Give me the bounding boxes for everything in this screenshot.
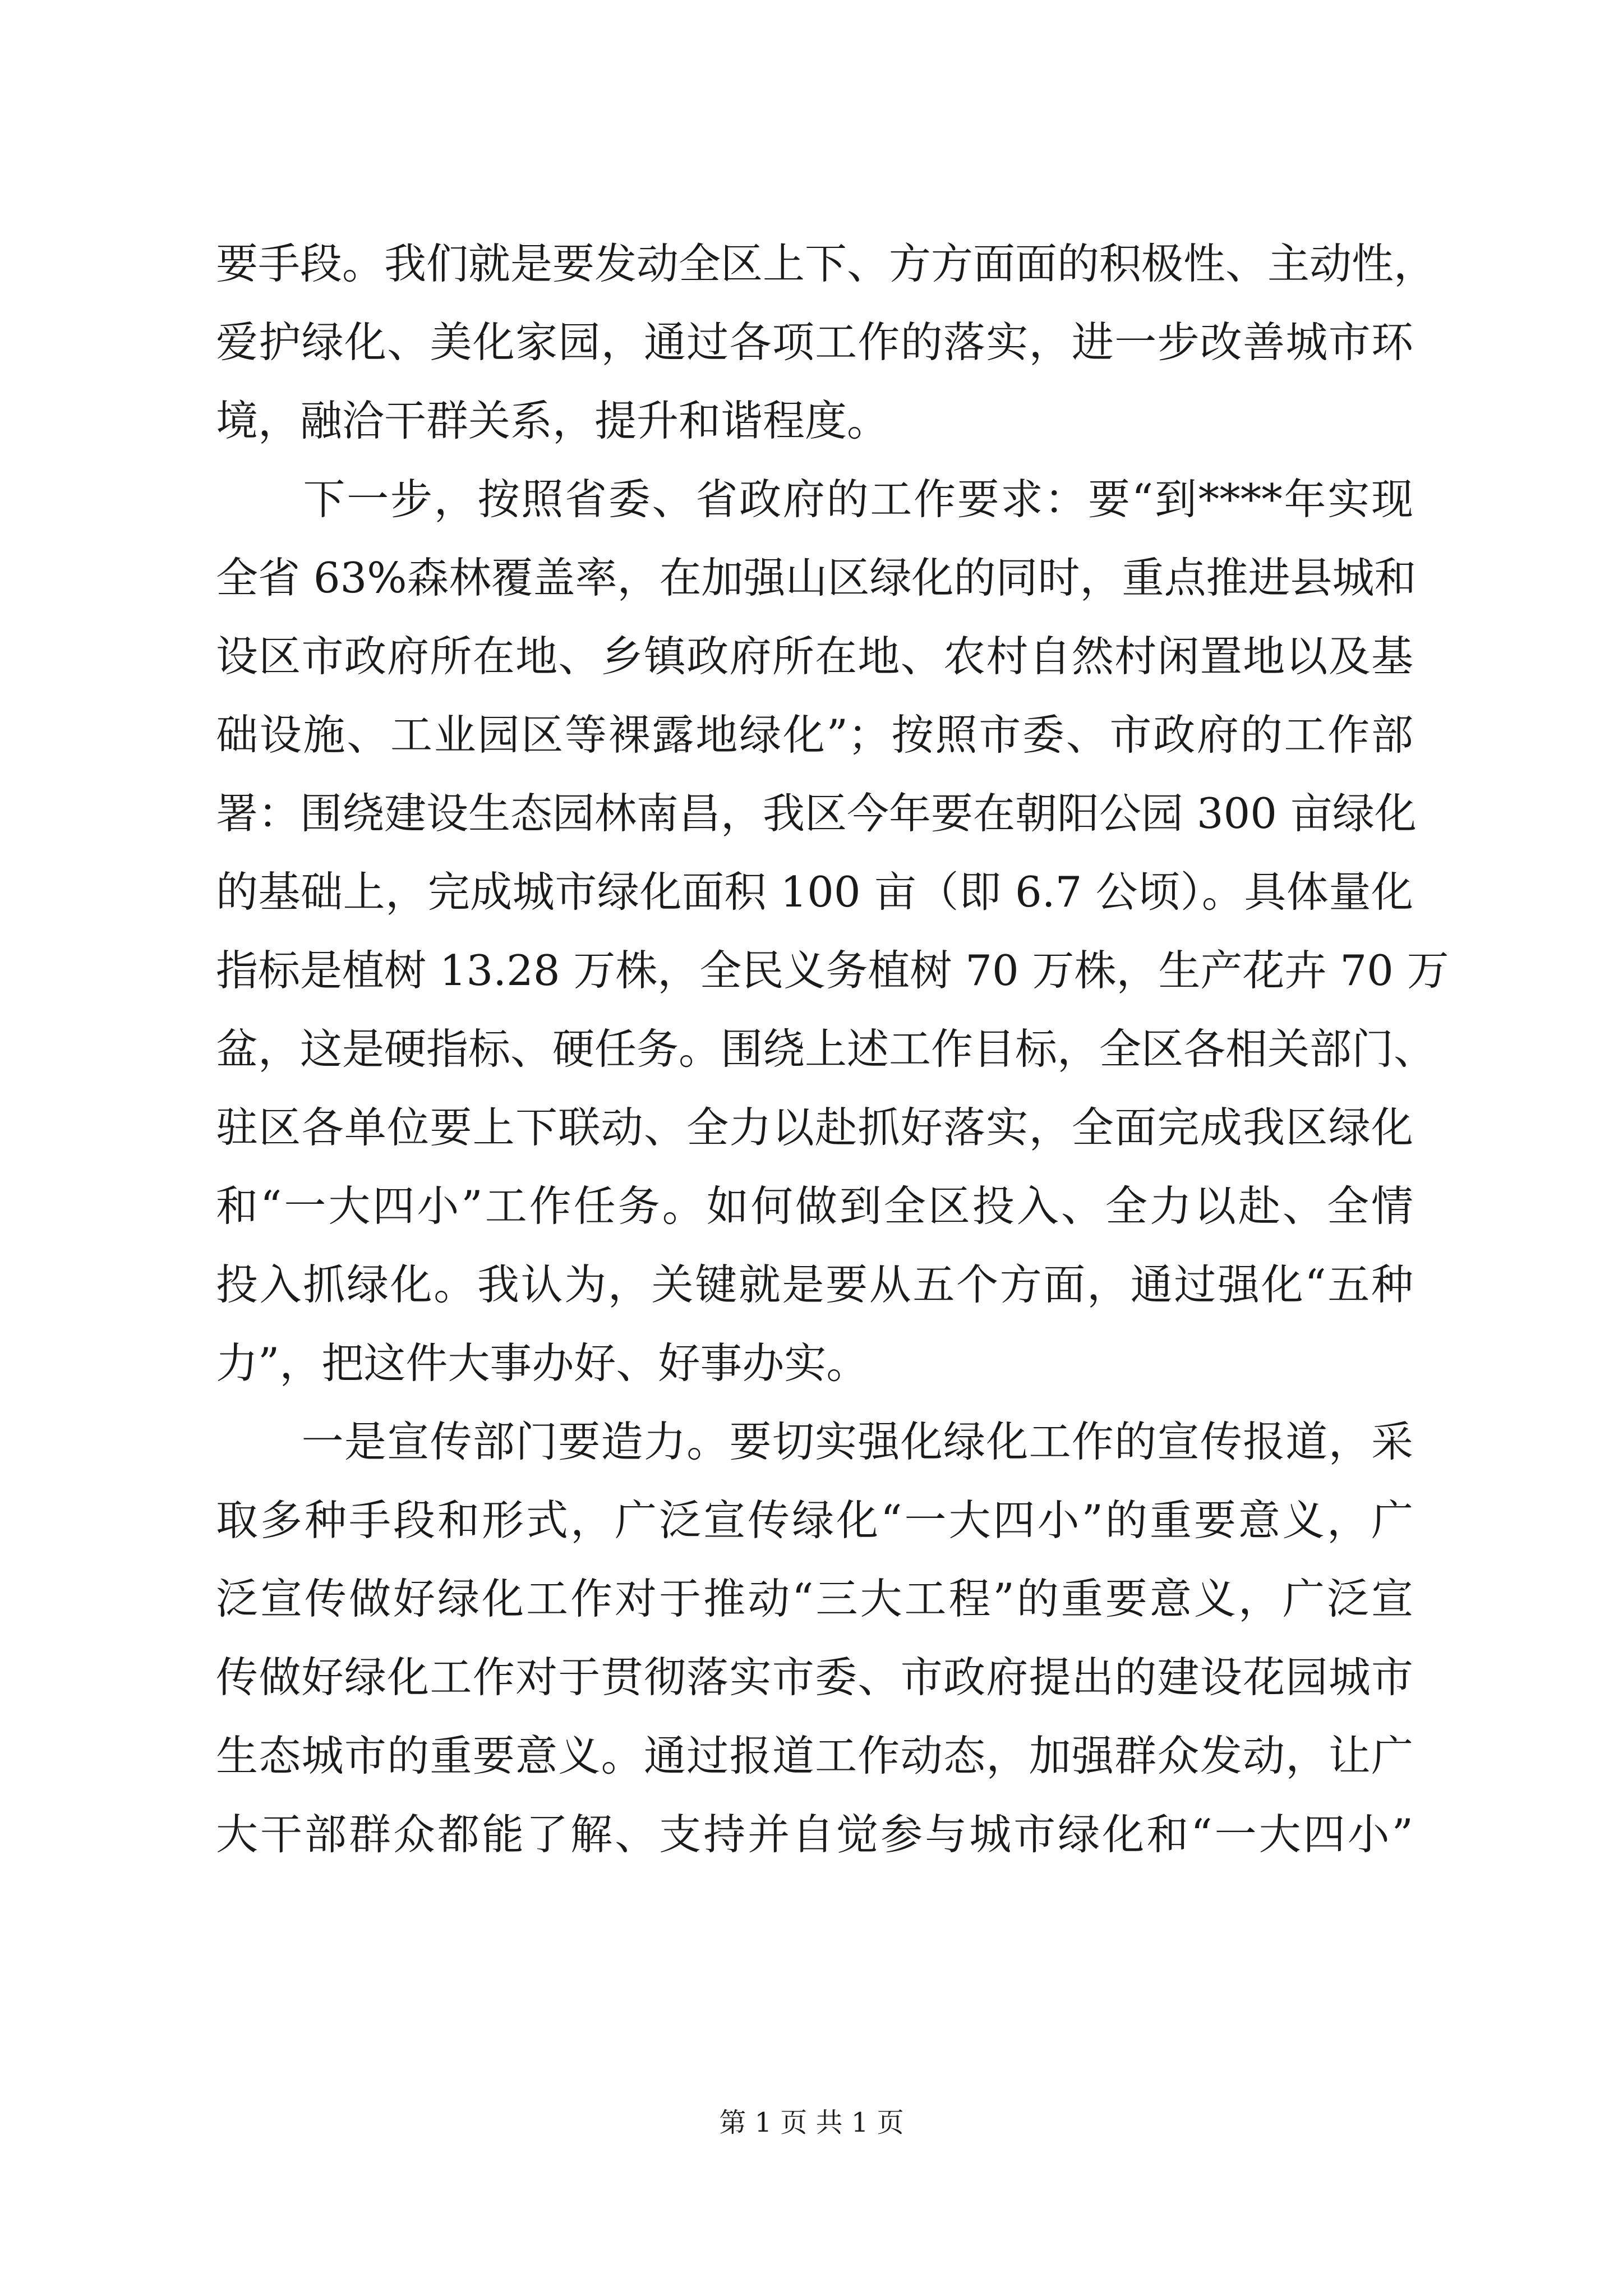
- text-line: 指标是植树 13.28 万株，全民义务植树 70 万株，生产花卉 70 万: [216, 946, 1449, 995]
- text-line: 境，融洽干群关系，提升和谐程度。: [216, 396, 889, 445]
- text-line: 泛宣传做好绿化工作对于推动“三大工程”的重要意义，广泛宣: [216, 1574, 1413, 1623]
- text-line: 下一步，按照省委、省政府的工作要求：要“到****年实现: [216, 475, 1413, 524]
- page-footer: [0, 2101, 1623, 2139]
- text-line: 爱护绿化、美化家园，通过各项工作的落实，进一步改善城市环: [216, 318, 1413, 367]
- text-line: 盆，这是硬指标、硬任务。围绕上述工作目标，全区各相关部门、: [216, 1024, 1436, 1074]
- body-text: [216, 224, 1449, 1874]
- text-line: 力”，把这件大事办好、好事办实。: [216, 1338, 869, 1388]
- text-line: 生态城市的重要意义。通过报道工作动态，加强群众发动，让广: [216, 1731, 1413, 1780]
- text-line: 传做好绿化工作对于贯彻落实市委、市政府提出的建设花园城市: [216, 1653, 1413, 1702]
- text-line: 全省 63%森林覆盖率，在加强山区绿化的同时，重点推进县城和: [216, 553, 1417, 602]
- text-line: 驻区各单位要上下联动、全力以赴抓好落实，全面完成我区绿化: [216, 1103, 1413, 1152]
- text-line: 投入抓绿化。我认为，关键就是要从五个方面，通过强化“五种: [216, 1260, 1413, 1309]
- text-line: 取多种手段和形式，广泛宣传绿化“一大四小”的重要意义，广: [216, 1496, 1413, 1545]
- text-line: 设区市政府所在地、乡镇政府所在地、农村自然村闲置地以及基: [216, 632, 1413, 681]
- text-line: 大干部群众都能了解、支持并自觉参与城市绿化和“一大四小”: [216, 1810, 1413, 1859]
- text-line: 要手段。我们就是要发动全区上下、方方面面的积极性、主动性，: [216, 239, 1436, 288]
- text-line: 和“一大四小”工作任务。如何做到全区投入、全力以赴、全情: [216, 1181, 1413, 1231]
- text-line: 一是宣传部门要造力。要切实强化绿化工作的宣传报道，采: [216, 1417, 1413, 1466]
- text-line: 础设施、工业园区等裸露地绿化”；按照市委、市政府的工作部: [216, 710, 1413, 760]
- text-line: 署：围绕建设生态园林南昌，我区今年要在朝阳公园 300 亩绿化: [216, 789, 1417, 838]
- text-line: 的基础上，完成城市绿化面积 100 亩（即 6.7 公顷）。具体量化: [216, 867, 1413, 917]
- page-number-label: 第 1 页 共 1 页: [719, 2107, 904, 2138]
